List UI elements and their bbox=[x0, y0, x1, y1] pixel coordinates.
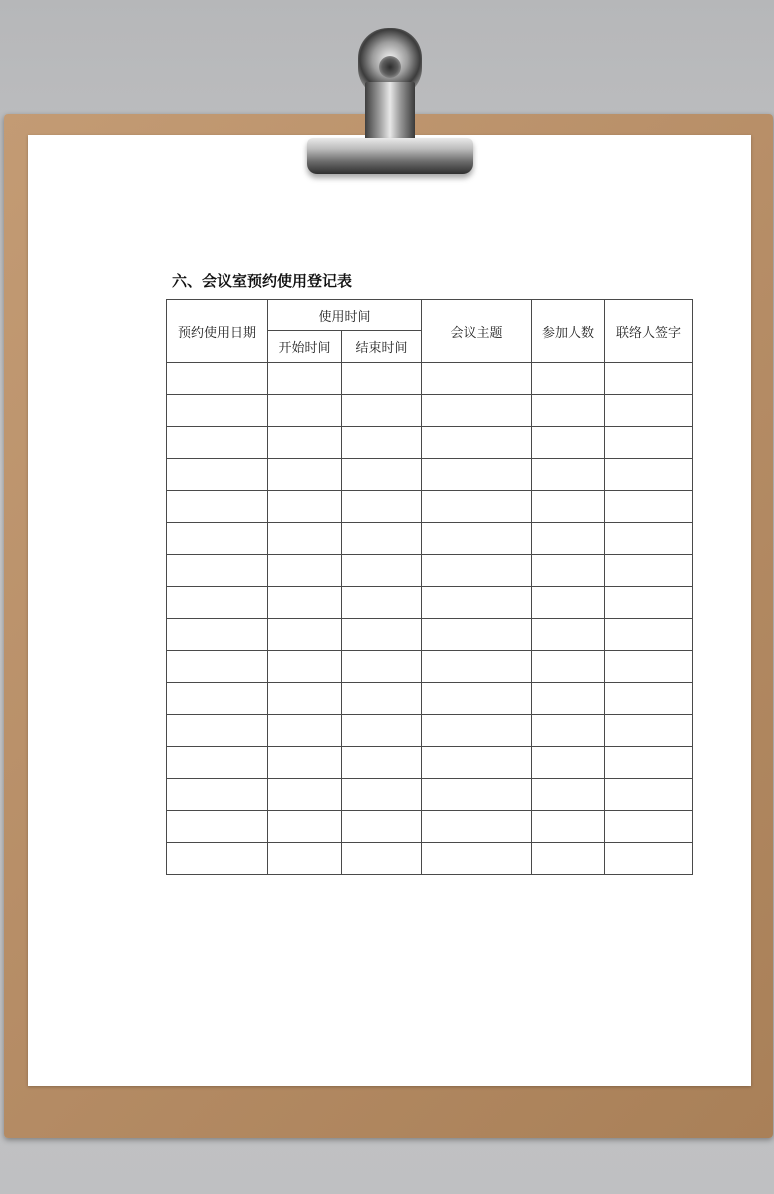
cell-contact-signature[interactable] bbox=[605, 651, 693, 683]
cell-attendees[interactable] bbox=[532, 491, 605, 523]
cell-attendees[interactable] bbox=[532, 747, 605, 779]
table-row bbox=[167, 363, 693, 395]
cell-contact-signature[interactable] bbox=[605, 779, 693, 811]
cell-topic[interactable] bbox=[422, 619, 532, 651]
cell-contact-signature[interactable] bbox=[605, 587, 693, 619]
cell-attendees[interactable] bbox=[532, 683, 605, 715]
table-row bbox=[167, 843, 693, 875]
cell-start-time[interactable] bbox=[268, 843, 342, 875]
cell-topic[interactable] bbox=[422, 491, 532, 523]
table-row bbox=[167, 459, 693, 491]
cell-attendees[interactable] bbox=[532, 811, 605, 843]
cell-date[interactable] bbox=[167, 843, 268, 875]
binder-clip-icon bbox=[307, 138, 473, 174]
cell-date[interactable] bbox=[167, 491, 268, 523]
cell-attendees[interactable] bbox=[532, 459, 605, 491]
cell-start-time[interactable] bbox=[268, 715, 342, 747]
cell-contact-signature[interactable] bbox=[605, 395, 693, 427]
cell-date[interactable] bbox=[167, 811, 268, 843]
cell-end-time[interactable] bbox=[342, 523, 422, 555]
cell-end-time[interactable] bbox=[342, 427, 422, 459]
cell-contact-signature[interactable] bbox=[605, 683, 693, 715]
cell-end-time[interactable] bbox=[342, 395, 422, 427]
cell-topic[interactable] bbox=[422, 555, 532, 587]
cell-topic[interactable] bbox=[422, 747, 532, 779]
cell-start-time[interactable] bbox=[268, 491, 342, 523]
cell-start-time[interactable] bbox=[268, 683, 342, 715]
cell-end-time[interactable] bbox=[342, 459, 422, 491]
cell-contact-signature[interactable] bbox=[605, 811, 693, 843]
cell-date[interactable] bbox=[167, 747, 268, 779]
cell-contact-signature[interactable] bbox=[605, 523, 693, 555]
table-row bbox=[167, 555, 693, 587]
cell-topic[interactable] bbox=[422, 779, 532, 811]
cell-date[interactable] bbox=[167, 555, 268, 587]
cell-end-time[interactable] bbox=[342, 683, 422, 715]
cell-topic[interactable] bbox=[422, 363, 532, 395]
cell-topic[interactable] bbox=[422, 683, 532, 715]
cell-topic[interactable] bbox=[422, 395, 532, 427]
table-row bbox=[167, 491, 693, 523]
cell-end-time[interactable] bbox=[342, 619, 422, 651]
cell-end-time[interactable] bbox=[342, 843, 422, 875]
cell-start-time[interactable] bbox=[268, 747, 342, 779]
cell-end-time[interactable] bbox=[342, 811, 422, 843]
cell-attendees[interactable] bbox=[532, 427, 605, 459]
cell-date[interactable] bbox=[167, 427, 268, 459]
cell-contact-signature[interactable] bbox=[605, 619, 693, 651]
table-row bbox=[167, 651, 693, 683]
table-row bbox=[167, 523, 693, 555]
table-row bbox=[167, 395, 693, 427]
cell-contact-signature[interactable] bbox=[605, 491, 693, 523]
cell-contact-signature[interactable] bbox=[605, 715, 693, 747]
table-row bbox=[167, 747, 693, 779]
cell-date[interactable] bbox=[167, 715, 268, 747]
header-attendees: 参加人数 bbox=[532, 300, 605, 363]
header-topic: 会议主题 bbox=[422, 300, 532, 363]
cell-date[interactable] bbox=[167, 779, 268, 811]
cell-attendees[interactable] bbox=[532, 619, 605, 651]
cell-contact-signature[interactable] bbox=[605, 843, 693, 875]
cell-start-time[interactable] bbox=[268, 523, 342, 555]
form-title: 六、会议室预约使用登记表 bbox=[172, 272, 353, 290]
cell-start-time[interactable] bbox=[268, 459, 342, 491]
cell-date[interactable] bbox=[167, 587, 268, 619]
cell-date[interactable] bbox=[167, 459, 268, 491]
header-end-time: 结束时间 bbox=[342, 331, 422, 363]
cell-topic[interactable] bbox=[422, 587, 532, 619]
cell-date[interactable] bbox=[167, 523, 268, 555]
header-date: 预约使用日期 bbox=[167, 300, 268, 363]
cell-date[interactable] bbox=[167, 683, 268, 715]
reservation-table bbox=[166, 299, 693, 875]
clip-stem bbox=[365, 82, 415, 144]
header-usage-time: 使用时间 bbox=[268, 300, 422, 331]
cell-end-time[interactable] bbox=[342, 779, 422, 811]
cell-topic[interactable] bbox=[422, 651, 532, 683]
table-row bbox=[167, 587, 693, 619]
cell-date[interactable] bbox=[167, 363, 268, 395]
cell-date[interactable] bbox=[167, 619, 268, 651]
cell-start-time[interactable] bbox=[268, 427, 342, 459]
cell-start-time[interactable] bbox=[268, 811, 342, 843]
cell-topic[interactable] bbox=[422, 843, 532, 875]
cell-start-time[interactable] bbox=[268, 651, 342, 683]
cell-end-time[interactable] bbox=[342, 491, 422, 523]
cell-attendees[interactable] bbox=[532, 363, 605, 395]
cell-date[interactable] bbox=[167, 651, 268, 683]
cell-end-time[interactable] bbox=[342, 555, 422, 587]
cell-end-time[interactable] bbox=[342, 651, 422, 683]
cell-start-time[interactable] bbox=[268, 619, 342, 651]
table-row bbox=[167, 715, 693, 747]
cell-topic[interactable] bbox=[422, 427, 532, 459]
cell-date[interactable] bbox=[167, 395, 268, 427]
cell-start-time[interactable] bbox=[268, 779, 342, 811]
cell-contact-signature[interactable] bbox=[605, 363, 693, 395]
cell-end-time[interactable] bbox=[342, 363, 422, 395]
table-row bbox=[167, 619, 693, 651]
cell-attendees[interactable] bbox=[532, 715, 605, 747]
cell-end-time[interactable] bbox=[342, 587, 422, 619]
cell-contact-signature[interactable] bbox=[605, 459, 693, 491]
cell-attendees[interactable] bbox=[532, 651, 605, 683]
table-row bbox=[167, 427, 693, 459]
cell-contact-signature[interactable] bbox=[605, 747, 693, 779]
table-row bbox=[167, 779, 693, 811]
cell-topic[interactable] bbox=[422, 715, 532, 747]
cell-end-time[interactable] bbox=[342, 747, 422, 779]
cell-topic[interactable] bbox=[422, 459, 532, 491]
table-header-row bbox=[167, 300, 693, 331]
cell-attendees[interactable] bbox=[532, 395, 605, 427]
cell-attendees[interactable] bbox=[532, 587, 605, 619]
table-row bbox=[167, 811, 693, 843]
cell-contact-signature[interactable] bbox=[605, 427, 693, 459]
table-row bbox=[167, 683, 693, 715]
cell-topic[interactable] bbox=[422, 523, 532, 555]
cell-attendees[interactable] bbox=[532, 843, 605, 875]
cell-start-time[interactable] bbox=[268, 363, 342, 395]
cell-start-time[interactable] bbox=[268, 555, 342, 587]
cell-start-time[interactable] bbox=[268, 395, 342, 427]
cell-start-time[interactable] bbox=[268, 587, 342, 619]
cell-attendees[interactable] bbox=[532, 779, 605, 811]
clip-rivet bbox=[379, 56, 401, 78]
cell-contact-signature[interactable] bbox=[605, 555, 693, 587]
cell-topic[interactable] bbox=[422, 811, 532, 843]
cell-attendees[interactable] bbox=[532, 523, 605, 555]
header-start-time: 开始时间 bbox=[268, 331, 342, 363]
header-contact-signature: 联络人签字 bbox=[605, 300, 693, 363]
cell-attendees[interactable] bbox=[532, 555, 605, 587]
cell-end-time[interactable] bbox=[342, 715, 422, 747]
